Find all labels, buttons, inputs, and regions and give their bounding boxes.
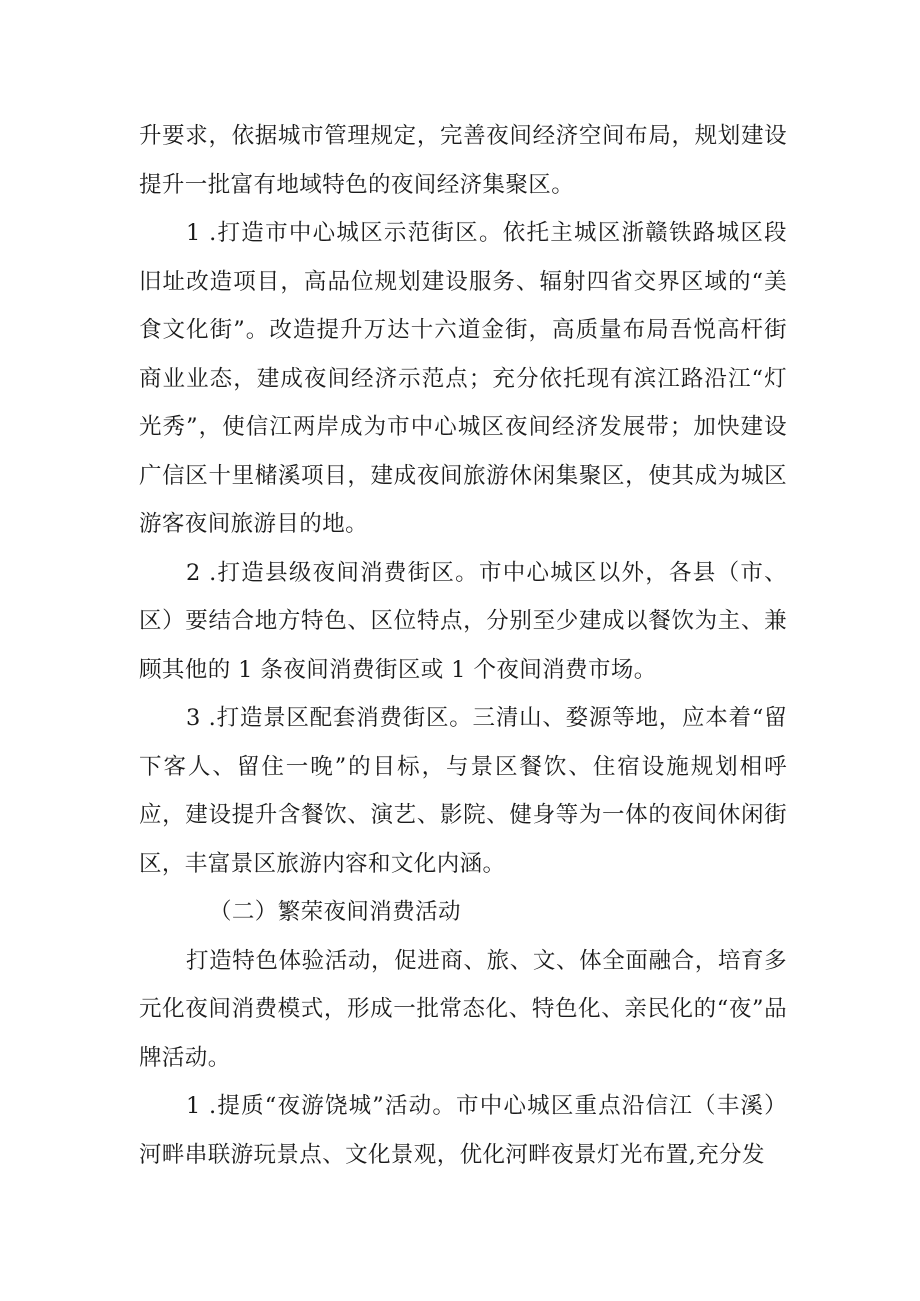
paragraph-item-3-scenic-district: 3 .打造景区配套消费街区。三清山、婺源等地，应本着“留下客人、留住一晚”的目标，与景区餐饮、住宿设施规划相呼应，建设提升含餐饮、演艺、影院、健身等为一体的夜间休闲街区，丰富景区旅游内容和文化内涵。 [139,705,787,877]
paragraph-item-1-demo-district: 1 .打造市中心城区示范街区。依托主城区浙赣铁路城区段旧址改造项目，高品位规划建设服务、辐射四省交界区域的“美食文化街”。改造提升万达十六道金街，高质量布局吾悦高杆街商业业态，建成夜间经济示范点；充分依托现有滨江路沿江“灯光秀”，使信江两岸成为市中心城区夜间经济发展带；加快建设广信区十里槠溪项目，建成夜间旅游休闲集聚区，使其成为城区游客夜间旅游目的地。 [139,220,787,537]
paragraph-item-2-county-district: 2 .打造县级夜间消费街区。市中心城区以外，各县（市、区）要结合地方特色、区位特点，分别至少建成以餐饮为主、兼顾其他的 1 条夜间消费街区或 1 个夜间消费市场。 [139,559,787,683]
section-heading-night-activities: （二）繁荣夜间消费活动 [209,899,461,925]
paragraph-continuation: 升要求，依据城市管理规定，完善夜间经济空间布局，规划建设提升一批富有地域特色的夜间经济集聚区。 [139,123,787,198]
paragraph-item-1-night-tour: 1 .提质“夜游饶城”活动。市中心城区重点沿信江（丰溪）河畔串联游玩景点、文化景观，优化河畔夜景灯光布置,充分发 [139,1093,787,1168]
document-body [139,112,787,1179]
paragraph-activities-intro: 打造特色体验活动，促进商、旅、文、体全面融合，培育多元化夜间消费模式，形成一批常态化、特色化、亲民化的“夜”品牌活动。 [139,947,787,1071]
